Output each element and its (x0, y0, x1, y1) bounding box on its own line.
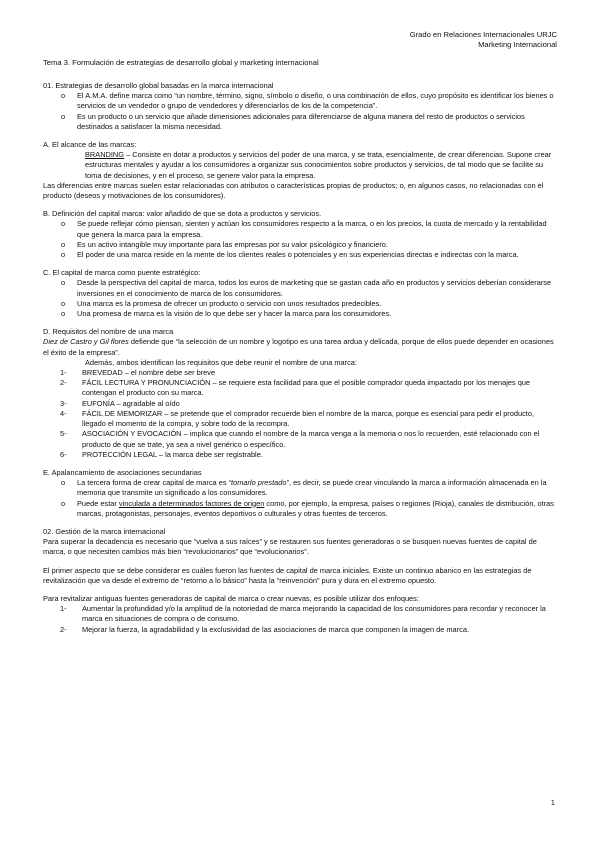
bullet-text: Es un producto o un servicio que añade dimensiones adicionales para diferenciarse de alguna manera del resto de productos o servicios destinados a satisfacer la misma necesidad. (77, 111, 525, 131)
section-heading: B. Definición del capital marca: valor añadido de que se dota a productos y servicios. (43, 209, 322, 219)
section-d (43, 327, 559, 460)
numbered-item (43, 399, 559, 409)
section-heading: C. El capital de marca como puente estratégico: (43, 268, 201, 278)
approaches-list (43, 604, 559, 635)
numbered-item (43, 368, 559, 378)
bullet-text (77, 478, 559, 498)
branding-term: BRANDING (85, 150, 125, 160)
bullet-text: El A.M.A. define marca como “un nombre, término, signo, símbolo o diseño, o una combinación de ellos, cuyo propósito es identificar los bienes o servicios de un vendedor o grupo de vendedores y diferenciarlos de los de la competencia”. (77, 91, 554, 111)
bullet-item (43, 278, 559, 298)
bullet-marker: o (61, 278, 66, 288)
item-text: FÁCIL LECTURA Y PRONUNCIACIÓN – se requiere esta facilidad para que el posible comprador queda impactado por los menajes que contengan el producto con su marca. (82, 378, 531, 398)
document-body (43, 81, 559, 635)
numbered-item (43, 450, 559, 460)
item-number: 2- (60, 624, 67, 634)
numbered-item (43, 429, 559, 449)
bullet-marker: o (61, 498, 66, 508)
branding-text: – Consiste en dotar a productos y servicios del poder de una marca, y se trata, esencialmente, de crear diferencias. Supone crear estructuras mentales y ayudar a los consumidores a organizar sus conocimientos sobre productos y servicios, de tal modo que se facilite su toma de decisiones, y en el proceso, se genere valor para la empresa. (85, 150, 552, 180)
bullet-item (43, 219, 559, 239)
item-text: FÁCIL DE MEMORIZAR – se pretende que el comprador recuerde bien el nombre de la marca, porque es esencial para pedir el producto, llegado el momento de la compra, y sobre todo de la recompra. (82, 408, 535, 429)
numbered-item (43, 409, 559, 429)
section-b (43, 209, 559, 260)
bullet-text: Desde la perspectiva del capital de marca, todos los euros de marketing que se gastan cada año en productos y servicios deberían considerarse inversiones en el conocimiento de marca de los consumidores. (77, 278, 552, 298)
item-number: 1- (60, 368, 67, 378)
item-number: 4- (60, 408, 67, 418)
bullet-text: Se puede reflejar cómo piensan, sienten y actúan los consumidores respecto a la marca, o en los precios, la cuota de mercado y la rentabilidad que genera la marca para la empresa. (77, 219, 547, 239)
bullet-marker: o (61, 91, 66, 101)
authors: Diez de Castro y Gil flores (43, 337, 129, 347)
bullet-item (43, 112, 559, 132)
numbered-item (43, 625, 559, 635)
document-title: Tema 3. Formulación de estrategias de desarrollo global y marketing internacional (43, 58, 319, 67)
paragraph: Además, ambos identifican los requisitos que debe reunir el nombre de una marca: (85, 357, 357, 367)
text-post: como, por ejemplo, la empresa, países o regiones (Rioja), canales de distribución, otras marcas, protagonistas, personajes, eventos deportivos o culturales y otras fuentes de terceros. (77, 498, 554, 518)
bullet-marker: o (61, 239, 66, 249)
numbered-item (43, 378, 559, 398)
item-number: 2- (60, 378, 67, 388)
section-01 (43, 81, 559, 132)
header-subject: Marketing Internacional (478, 40, 557, 50)
section-a (43, 140, 559, 201)
header-course: Grado en Relaciones Internacionales URJC (409, 30, 557, 39)
item-number: 5- (60, 429, 67, 439)
bullet-item (43, 250, 559, 260)
page-header (410, 30, 557, 50)
item-text: ASOCIACIÓN Y EVOCACIÓN – implica que cuando el nombre de la marca venga a la memoria o nos lo recuerden, esté relacionado con el producto de que se trate, ya sea a nivel genérico o específico. (82, 429, 540, 449)
section-heading: 01. Estrategias de desarrollo global basadas en la marca internacional (43, 81, 274, 90)
paragraph: Para superar la decadencia es necesario que “vuelva a sus raíces” y se restauren sus fuentes generadoras o se busquen nuevas fuentes de capital de marca, o que necesiten cambios más bien “revolucionarios” que “evolucionarios”. (43, 537, 537, 557)
item-number: 3- (60, 398, 67, 408)
section-heading: A. El alcance de las marcas: (43, 140, 137, 150)
branding-definition (43, 150, 559, 181)
bullet-text: Es un activo intangible muy importante para las empresas por su valor psicológico y financiero. (77, 239, 388, 249)
section-heading: 02. Gestión de la marca internacional (43, 526, 166, 536)
bullet-item (43, 478, 559, 498)
section-c (43, 268, 559, 319)
item-text: EUFONÍA – agradable al oído (82, 398, 180, 408)
section-e (43, 468, 559, 519)
item-text: Mejorar la fuerza, la agradabilidad y la exclusividad de las asociaciones de marca que componen la imagen de marca. (82, 624, 469, 634)
page-number: 1 (550, 798, 555, 807)
bullet-marker: o (61, 219, 66, 229)
intro-text: defiende que “la selección de un nombre y logotipo es una tarea ardua y delicada, porque de ellos puede depender en ocasiones el éxito de la empresa”. (43, 337, 554, 357)
item-number: 6- (60, 449, 67, 459)
paragraph (43, 337, 559, 357)
text-pre: Puede estar (77, 498, 119, 508)
bullet-item (43, 240, 559, 250)
paragraph: Las diferencias entre marcas suelen estar relacionadas con atributos o características propias de productos; o, en algunos casos, no relacionadas con el producto (deseos y motivaciones de los consumidores). (43, 180, 544, 201)
text-pre: La tercera forma de crear capital de marca es (77, 478, 229, 488)
item-text: Aumentar la profundidad y/o la amplitud de la notoriedad de marca mejorando la capacidad de los consumidores para recordar y reconocer la marca en situaciones de compra o de consumo. (82, 604, 546, 624)
bullet-marker: o (61, 298, 66, 308)
bullet-item (43, 91, 559, 111)
paragraph: Para revitalizar antiguas fuentes generadoras de capital de marca o crear nuevas, es posible utilizar dos enfoques: (43, 593, 419, 603)
text-italic: “tomarlo prestado” (228, 478, 289, 488)
bullet-text: Una marca es la promesa de ofrecer un producto o servicio con unos resultados predecibles. (77, 298, 382, 308)
bullet-marker: o (61, 111, 66, 121)
bullet-item (43, 499, 559, 519)
section-heading: E. Apalancamiento de asociaciones secundarias (43, 467, 202, 477)
item-number: 1- (60, 604, 67, 614)
bullet-item (43, 299, 559, 309)
bullet-marker: o (61, 309, 66, 319)
bullet-text: El poder de una marca reside en la mente de los clientes reales o potenciales y en sus experiencias directas e indirectas con la marca. (77, 250, 519, 260)
bullet-text: Una promesa de marca es la visión de lo que debe ser y hacer la marca para los consumidores. (77, 309, 392, 319)
section-02 (43, 527, 559, 635)
numbered-item (43, 604, 559, 624)
paragraph: El primer aspecto que se debe considerar es cuáles fueron las fuentes de capital de marca iniciales. Existe un continuo abanico en las estrategias de revitalización que va desde el extremo de “retorno a lo básico” hasta la “reinvención” pura y dura en el extremo opuesto. (43, 565, 532, 585)
requirements-list (43, 368, 559, 460)
text-underlined: vinculada a determinados factores de origen (118, 498, 265, 508)
bullet-marker: o (61, 250, 66, 260)
section-heading: D. Requisitos del nombre de una marca (43, 327, 174, 337)
item-text: PROTECCIÓN LEGAL – la marca debe ser registrable. (82, 449, 263, 459)
item-text: BREVEDAD – el nombre debe ser breve (82, 368, 216, 378)
bullet-item (43, 309, 559, 319)
bullet-text (77, 499, 559, 519)
bullet-marker: o (61, 478, 66, 488)
text-post: , es decir, se puede crear vinculando la marca a información almacenada en la memoria que transmite un significado a los consumidores. (77, 478, 547, 498)
